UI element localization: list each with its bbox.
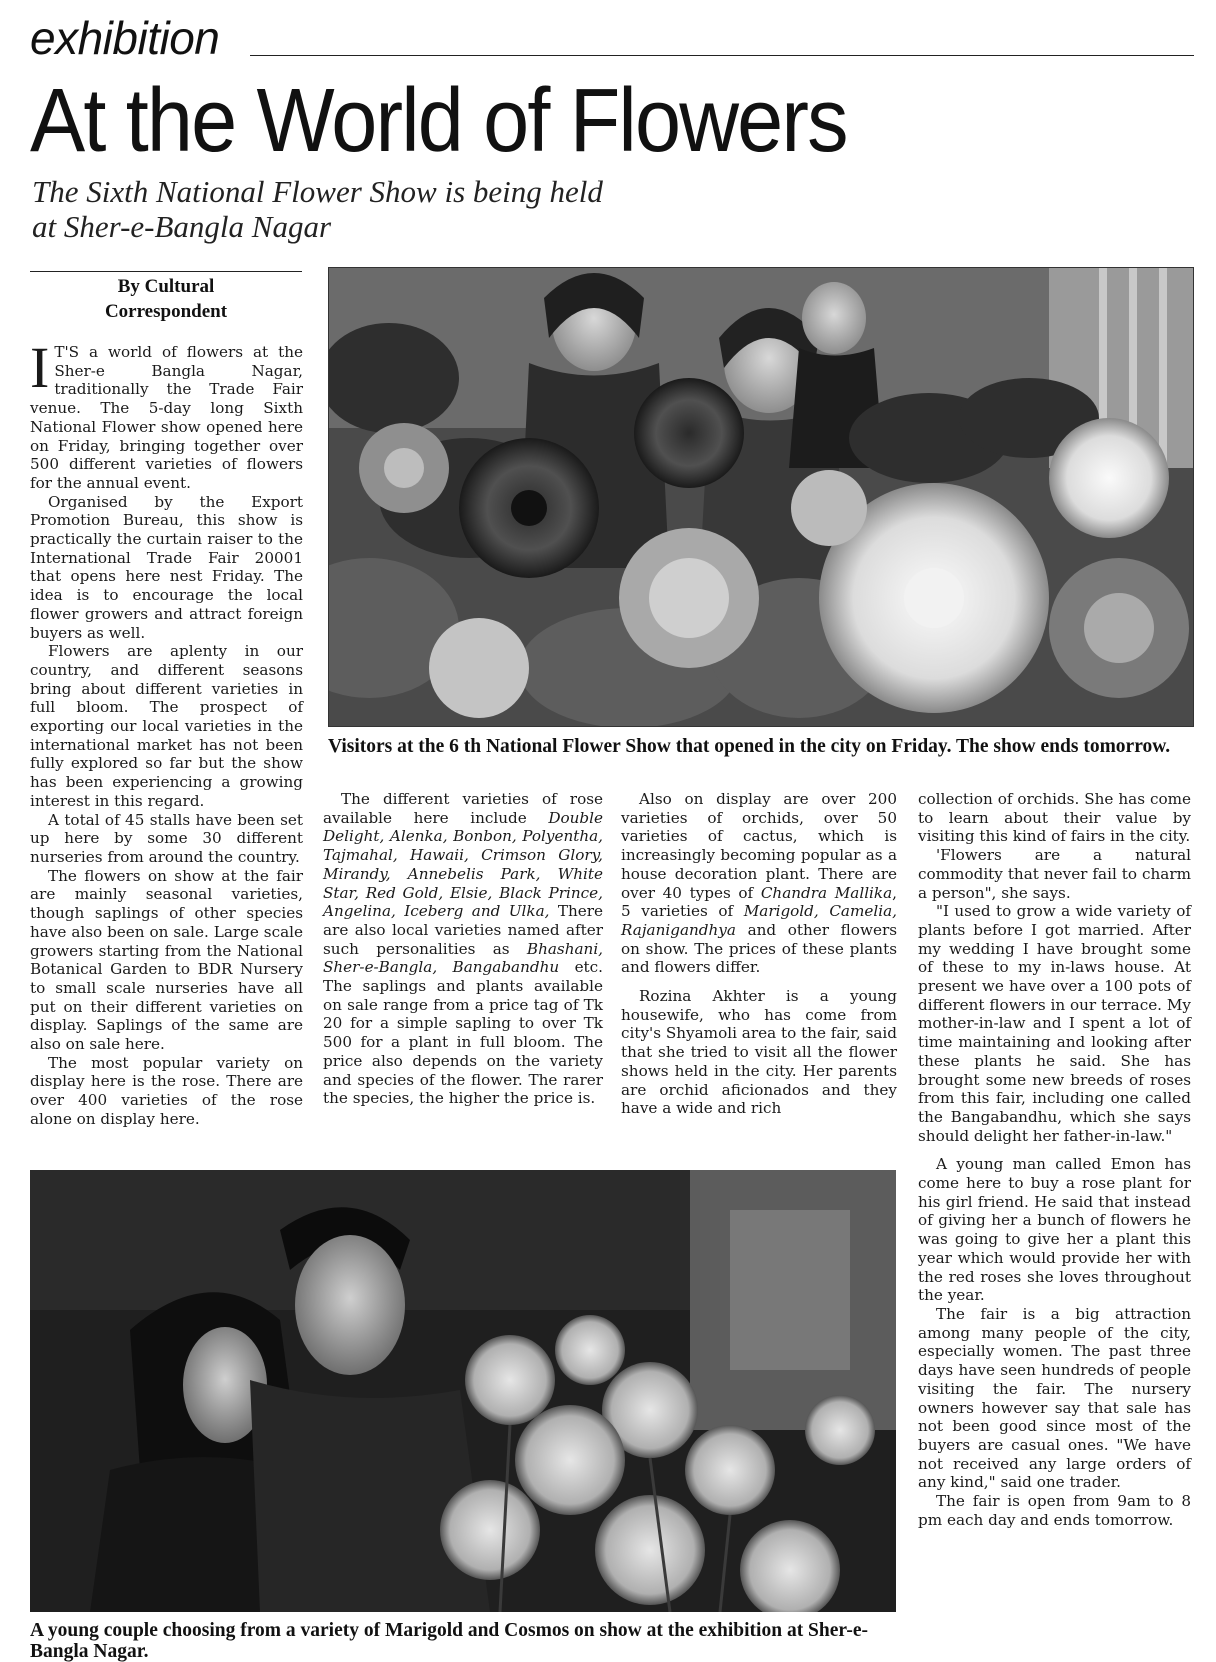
article-column-2 xyxy=(323,790,603,1108)
rose-varieties: Double Delight, Alenka, Bonbon, Polyentha, Tajmahal, Hawaii, Crimson Glory, Mirandy, Annebelis Park, White Star, Red Gold, Elsie, Black Prince, Angelina, Iceberg and Ulka, xyxy=(323,808,603,921)
photo-visitors-flower-show xyxy=(328,267,1194,727)
photo-young-couple xyxy=(30,1170,896,1612)
headline: At the World of Flowers xyxy=(30,71,847,171)
col4-paragraph-1: collection of orchids. She has come to learn about their value by visiting this kind of fairs in the city. xyxy=(918,790,1191,846)
col1-paragraph-4: A total of 45 stalls have been set up here by some 30 different nurseries from around the country. xyxy=(30,810,303,866)
col1-paragraph-5: The flowers on show at the fair are mainly seasonal varieties, though saplings of other species have also been on sale. Large scale growers starting from the National Botanical Garden to BDR Nursery to small scale nurseries have all put on their different varieties on display. Saplings of the same are also on sale here. xyxy=(30,866,303,1054)
col2-text-a: The different varieties of rose available here include xyxy=(323,790,603,827)
section-label: exhibition xyxy=(30,12,220,64)
article-column-4 xyxy=(918,790,1191,1529)
article-column-3 xyxy=(621,790,897,1118)
col4-paragraph-3: "I used to grow a wide variety of plants before I got married. After my wedding I have brought some of these to my in-laws house. At present we have over a 100 pots of different flowers in our terrace. My mother-in-law and I spent a lot of time maintaining and looking after these plants he said. She has brought some new breeds of roses from this fair, including one called the Bangabandhu, which she says should delight her father-in-law." xyxy=(918,902,1191,1145)
personality-varieties: Bhashani, Sher-e-Bangla, Bangabandhu xyxy=(323,939,603,977)
col4-paragraph-4: A young man called Emon has come here to buy a rose plant for his girl friend. He said that instead of giving her a bunch of flowers he was going to give her a plant this year which would provide her with the red roses she loves throughout the year. xyxy=(918,1155,1191,1305)
photo-couple-image xyxy=(30,1170,896,1612)
byline-line-1: By Cultural xyxy=(117,276,215,297)
col1-paragraph-1-text: T'S a world of flowers at the Sher-e Bangla Nagar, traditionally the Trade Fair venue. The 5-day long Sixth National Flower show opened here on Friday, bringing together over 500 different varieties of flowers for the annual event. xyxy=(30,343,303,492)
section-rule xyxy=(250,55,1194,56)
col3-text-c: and other flowers on show. The prices of these plants and flowers differ. xyxy=(621,920,897,977)
col4-paragraph-6: The fair is open from 9am to 8 pm each day and ends tomorrow. xyxy=(918,1492,1191,1529)
col3-paragraph-1 xyxy=(621,790,897,977)
subhead-line-1: The Sixth National Flower Show is being held xyxy=(32,174,603,209)
col3-text-a: Also on display are over 200 varieties of orchids, over 50 varieties of cactus, which is increasingly becoming popular as a house decoration plant. There are over 40 types of xyxy=(621,790,897,902)
photo-visitors-image xyxy=(329,268,1193,726)
col1-paragraph-2: Organised by the Export Promotion Bureau, this show is practically the curtain raiser to the International Trade Fair 20001 that opens here nest Friday. The idea is to encourage the local flower growers and attract foreign buyers as well. xyxy=(30,492,303,642)
byline-rule xyxy=(30,271,302,272)
other-flower-varieties: Marigold, Camelia, Rajanigandhya xyxy=(621,902,897,939)
col1-paragraph-1 xyxy=(30,335,303,493)
col2-paragraph-1 xyxy=(323,790,603,1108)
byline xyxy=(30,274,302,324)
photo-caption-2: A young couple choosing from a variety of Marigold and Cosmos on show at the exhibition at Sher-e-Bangla Nagar. xyxy=(30,1620,868,1662)
col3-paragraph-2: Rozina Akhter is a young housewife, who has come from city's Shyamoli area to the fair, said that she tried to visit all the flower shows held in the city. Her parents are orchid aficionados and they have a wide and rich xyxy=(621,987,897,1118)
chandra-mallika: Chandra Mallika xyxy=(760,883,893,902)
col4-paragraph-2: 'Flowers are a natural commodity that never fail to charm a person", she says. xyxy=(918,846,1191,902)
col1-paragraph-6: The most popular variety on display here is the rose. There are over 400 varieties of the rose alone on display here. xyxy=(30,1053,303,1128)
col2-text-c: etc. The saplings and plants available on sale range from a price tag of Tk 20 for a simple sapling to over Tk 500 for a plant in full bloom. The price also depends on the variety and species of the flower. The rarer the species, the higher the price is. xyxy=(323,958,603,1108)
article-column-1 xyxy=(30,335,303,1129)
byline-line-2: Correspondent xyxy=(104,301,228,322)
subheadline xyxy=(32,174,732,244)
col2-text-b: There are also local varieties named after such personalities as xyxy=(323,902,603,958)
photo-caption-1: Visitors at the 6 th National Flower Show that opened in the city on Friday. The show ends tomorrow. xyxy=(328,736,1171,757)
col1-paragraph-3: Flowers are aplenty in our country, and different seasons bring about different varieties in full bloom. The prospect of exporting our local varieties in the international market has not been fully explored so far but the show has been experiencing a growing interest in this regard. xyxy=(30,642,303,810)
col4-paragraph-5: The fair is a big attraction among many people of the city, especially women. The past three days have seen hundreds of people visiting the fair. The nursery owners however say that sale has not been good since most of the buyers are casual ones. "We have not received any large orders of any kind," said one trader. xyxy=(918,1304,1191,1492)
col3-text-b: , 5 varieties of xyxy=(621,883,897,921)
drop-cap: I xyxy=(30,335,50,400)
subhead-line-2: at Sher-e-Bangla Nagar xyxy=(32,209,332,244)
